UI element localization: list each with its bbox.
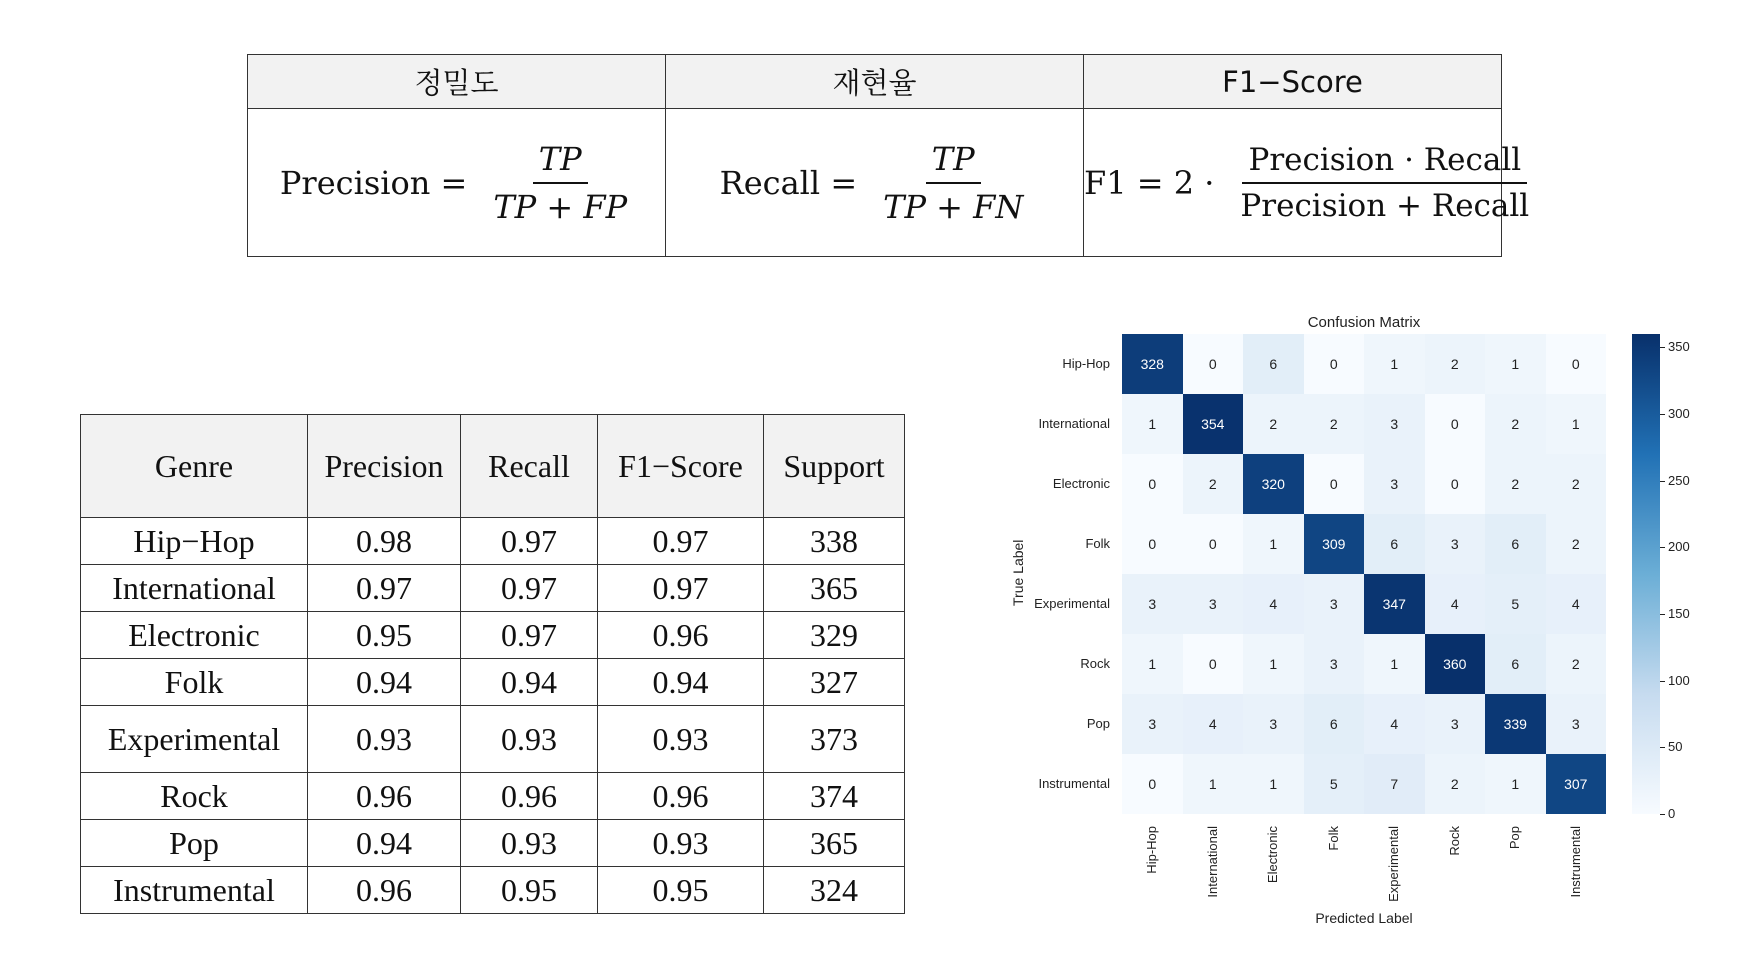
metrics-cell-support: 365 — [764, 820, 905, 867]
confusion-matrix-xlabel: Predicted Label — [1315, 910, 1413, 926]
header-f1-score: F1−Score — [1084, 55, 1502, 109]
cm-cell: 0 — [1183, 634, 1244, 694]
header-recall-ko: 재현율 — [666, 55, 1084, 109]
metrics-cell-genre: Hip−Hop — [81, 518, 308, 565]
cm-cell: 0 — [1546, 334, 1607, 394]
colorbar-tick-label: 300 — [1660, 406, 1690, 421]
cm-cell: 0 — [1304, 334, 1365, 394]
metrics-cell-f1: 0.93 — [598, 706, 764, 773]
metrics-cell-f1: 0.94 — [598, 659, 764, 706]
cm-cell: 3 — [1425, 514, 1486, 574]
cm-cell: 3 — [1364, 394, 1425, 454]
cm-cell: 6 — [1485, 514, 1546, 574]
cm-cell: 1 — [1122, 394, 1183, 454]
cm-cell: 0 — [1183, 514, 1244, 574]
cm-cell: 4 — [1243, 574, 1304, 634]
header-f1: F1−Score — [598, 415, 764, 518]
colorbar-tick-label: 200 — [1660, 539, 1690, 554]
colorbar-tick-label: 0 — [1660, 806, 1675, 821]
recall-denominator: TP + FN — [883, 187, 1024, 226]
cm-y-tick-label: Instrumental — [1038, 776, 1110, 791]
cm-cell: 2 — [1485, 454, 1546, 514]
cm-cell: 0 — [1122, 454, 1183, 514]
recall-fraction — [877, 140, 1029, 226]
metrics-cell-support: 338 — [764, 518, 905, 565]
cm-cell: 2 — [1304, 394, 1365, 454]
cm-cell: 339 — [1485, 694, 1546, 754]
cm-x-tick-label: Experimental — [1386, 826, 1401, 902]
cm-cell: 6 — [1304, 694, 1365, 754]
cm-x-tick-label: Hip-Hop — [1144, 826, 1159, 874]
cm-cell: 3 — [1183, 574, 1244, 634]
metrics-body — [81, 518, 905, 914]
metrics-cell-f1: 0.97 — [598, 518, 764, 565]
metrics-cell-precision: 0.93 — [308, 706, 461, 773]
formula-row — [248, 109, 1502, 257]
cm-cell: 3 — [1304, 634, 1365, 694]
cm-cell: 1 — [1485, 334, 1546, 394]
cm-cell: 1 — [1546, 394, 1607, 454]
metrics-cell-precision: 0.94 — [308, 820, 461, 867]
f1-denominator: Precision + Recall — [1240, 187, 1530, 224]
metrics-cell-recall: 0.93 — [461, 820, 598, 867]
precision-numerator: TP — [533, 140, 588, 184]
header-precision-ko: 정밀도 — [248, 55, 666, 109]
colorbar-tick-label: 150 — [1660, 606, 1690, 621]
f1-formula — [1084, 142, 1535, 224]
metrics-cell-f1: 0.97 — [598, 565, 764, 612]
cm-cell: 0 — [1122, 514, 1183, 574]
metrics-header-row — [81, 415, 905, 518]
metrics-cell-precision: 0.96 — [308, 773, 461, 820]
precision-denominator: TP + FP — [493, 187, 628, 226]
metrics-cell-recall: 0.93 — [461, 706, 598, 773]
f1-formula-lhs: F1 = 2 · — [1084, 163, 1215, 202]
metrics-table — [80, 414, 905, 914]
cm-cell: 1 — [1243, 514, 1304, 574]
precision-formula-cell — [248, 109, 666, 257]
metrics-cell-recall: 0.96 — [461, 773, 598, 820]
cm-cell: 354 — [1183, 394, 1244, 454]
cm-cell: 4 — [1546, 574, 1607, 634]
cm-y-tick-label: Folk — [1085, 536, 1110, 551]
cm-cell: 6 — [1364, 514, 1425, 574]
formula-table — [247, 54, 1530, 257]
cm-cell: 1 — [1364, 334, 1425, 394]
cm-cell: 0 — [1425, 454, 1486, 514]
cm-cell: 4 — [1183, 694, 1244, 754]
cm-cell: 0 — [1304, 454, 1365, 514]
cm-cell: 1 — [1243, 754, 1304, 814]
cm-x-tick-label: International — [1204, 826, 1220, 898]
cm-cell: 5 — [1304, 754, 1365, 814]
cm-cell: 3 — [1364, 454, 1425, 514]
metrics-cell-precision: 0.98 — [308, 518, 461, 565]
f1-numerator: Precision · Recall — [1242, 142, 1527, 184]
metrics-cell-genre: Instrumental — [81, 867, 308, 914]
metrics-cell-support: 365 — [764, 565, 905, 612]
cm-cell: 2 — [1425, 334, 1486, 394]
metrics-cell-genre: Experimental — [81, 706, 308, 773]
metrics-cell-genre: Folk — [81, 659, 308, 706]
metrics-cell-recall: 0.97 — [461, 565, 598, 612]
colorbar-tick-label: 350 — [1660, 339, 1690, 354]
cm-y-tick-label: International — [1038, 416, 1110, 431]
f1-fraction — [1234, 142, 1535, 224]
precision-fraction — [487, 140, 633, 226]
cm-cell: 2 — [1425, 754, 1486, 814]
metrics-row — [81, 565, 905, 612]
header-support: Support — [764, 415, 905, 518]
metrics-row — [81, 706, 905, 773]
colorbar-tick-label: 100 — [1660, 673, 1690, 688]
metrics-row — [81, 867, 905, 914]
cm-x-tick-label: Electronic — [1265, 826, 1280, 884]
cm-cell: 0 — [1122, 754, 1183, 814]
metrics-cell-support: 329 — [764, 612, 905, 659]
metrics-cell-precision: 0.95 — [308, 612, 461, 659]
cm-cell: 328 — [1122, 334, 1183, 394]
metrics-row — [81, 659, 905, 706]
confusion-matrix-grid — [1122, 334, 1606, 814]
metrics-cell-support: 374 — [764, 773, 905, 820]
confusion-matrix-title: Confusion Matrix — [1307, 314, 1421, 331]
cm-cell: 3 — [1304, 574, 1365, 634]
cm-cell: 320 — [1243, 454, 1304, 514]
cm-cell: 0 — [1425, 394, 1486, 454]
metrics-cell-recall: 0.97 — [461, 518, 598, 565]
cm-y-tick-label: Pop — [1086, 716, 1110, 731]
cm-cell: 4 — [1425, 574, 1486, 634]
metrics-cell-precision: 0.96 — [308, 867, 461, 914]
cm-cell: 6 — [1485, 634, 1546, 694]
cm-cell: 360 — [1425, 634, 1486, 694]
metrics-cell-support: 327 — [764, 659, 905, 706]
metrics-cell-f1: 0.96 — [598, 773, 764, 820]
recall-formula-lhs: Recall = — [719, 163, 858, 202]
recall-numerator: TP — [926, 140, 981, 184]
cm-cell: 3 — [1546, 694, 1607, 754]
cm-cell: 307 — [1546, 754, 1607, 814]
metrics-cell-precision: 0.97 — [308, 565, 461, 612]
metrics-cell-support: 324 — [764, 867, 905, 914]
metrics-row — [81, 820, 905, 867]
metrics-cell-recall: 0.95 — [461, 867, 598, 914]
formula-header-row — [248, 55, 1502, 109]
cm-x-tick-label: Folk — [1325, 826, 1341, 851]
cm-x-tick-label: Instrumental — [1567, 826, 1583, 898]
cm-cell: 0 — [1183, 334, 1244, 394]
cm-cell: 2 — [1546, 514, 1607, 574]
cm-cell: 2 — [1243, 394, 1304, 454]
cm-cell: 1 — [1122, 634, 1183, 694]
cm-y-tick-label: Electronic — [1052, 476, 1110, 491]
cm-cell: 347 — [1364, 574, 1425, 634]
precision-formula — [280, 140, 633, 226]
colorbar-tick-label: 50 — [1660, 739, 1682, 754]
cm-y-tick-label: Hip-Hop — [1062, 356, 1110, 371]
cm-cell: 3 — [1122, 574, 1183, 634]
metrics-row — [81, 612, 905, 659]
metrics-cell-genre: Electronic — [81, 612, 308, 659]
header-recall: Recall — [461, 415, 598, 518]
cm-cell: 2 — [1546, 634, 1607, 694]
cm-cell: 1 — [1364, 634, 1425, 694]
metrics-cell-f1: 0.93 — [598, 820, 764, 867]
cm-x-tick-label: Rock — [1446, 826, 1462, 856]
cm-cell: 5 — [1485, 574, 1546, 634]
metrics-cell-f1: 0.95 — [598, 867, 764, 914]
cm-cell: 3 — [1425, 694, 1486, 754]
metrics-cell-recall: 0.94 — [461, 659, 598, 706]
recall-formula — [720, 140, 1030, 226]
cm-cell: 6 — [1243, 334, 1304, 394]
f1-formula-cell — [1084, 109, 1530, 257]
cm-cell: 2 — [1183, 454, 1244, 514]
metrics-row — [81, 518, 905, 565]
metrics-cell-precision: 0.94 — [308, 659, 461, 706]
metrics-cell-genre: Rock — [81, 773, 308, 820]
confusion-matrix-ylabel: True Label — [1010, 539, 1026, 606]
cm-cell: 1 — [1243, 634, 1304, 694]
recall-formula-cell — [666, 109, 1084, 257]
colorbar — [1632, 334, 1660, 814]
cm-cell: 4 — [1364, 694, 1425, 754]
cm-y-tick-label: Experimental — [1034, 596, 1110, 611]
metrics-row — [81, 773, 905, 820]
cm-y-tick-label: Rock — [1080, 656, 1110, 671]
header-precision: Precision — [308, 415, 461, 518]
colorbar-tick-label: 250 — [1660, 473, 1690, 488]
precision-formula-lhs: Precision = — [279, 163, 468, 202]
cm-cell: 1 — [1485, 754, 1546, 814]
metrics-cell-genre: International — [81, 565, 308, 612]
cm-cell: 3 — [1122, 694, 1183, 754]
cm-cell: 7 — [1364, 754, 1425, 814]
cm-cell: 2 — [1546, 454, 1607, 514]
metrics-cell-support: 373 — [764, 706, 905, 773]
cm-cell: 1 — [1183, 754, 1244, 814]
cm-cell: 2 — [1485, 394, 1546, 454]
header-genre: Genre — [81, 415, 308, 518]
metrics-cell-f1: 0.96 — [598, 612, 764, 659]
cm-cell: 309 — [1304, 514, 1365, 574]
cm-cell: 3 — [1243, 694, 1304, 754]
metrics-cell-genre: Pop — [81, 820, 308, 867]
cm-x-tick-label: Pop — [1507, 826, 1522, 850]
metrics-cell-recall: 0.97 — [461, 612, 598, 659]
